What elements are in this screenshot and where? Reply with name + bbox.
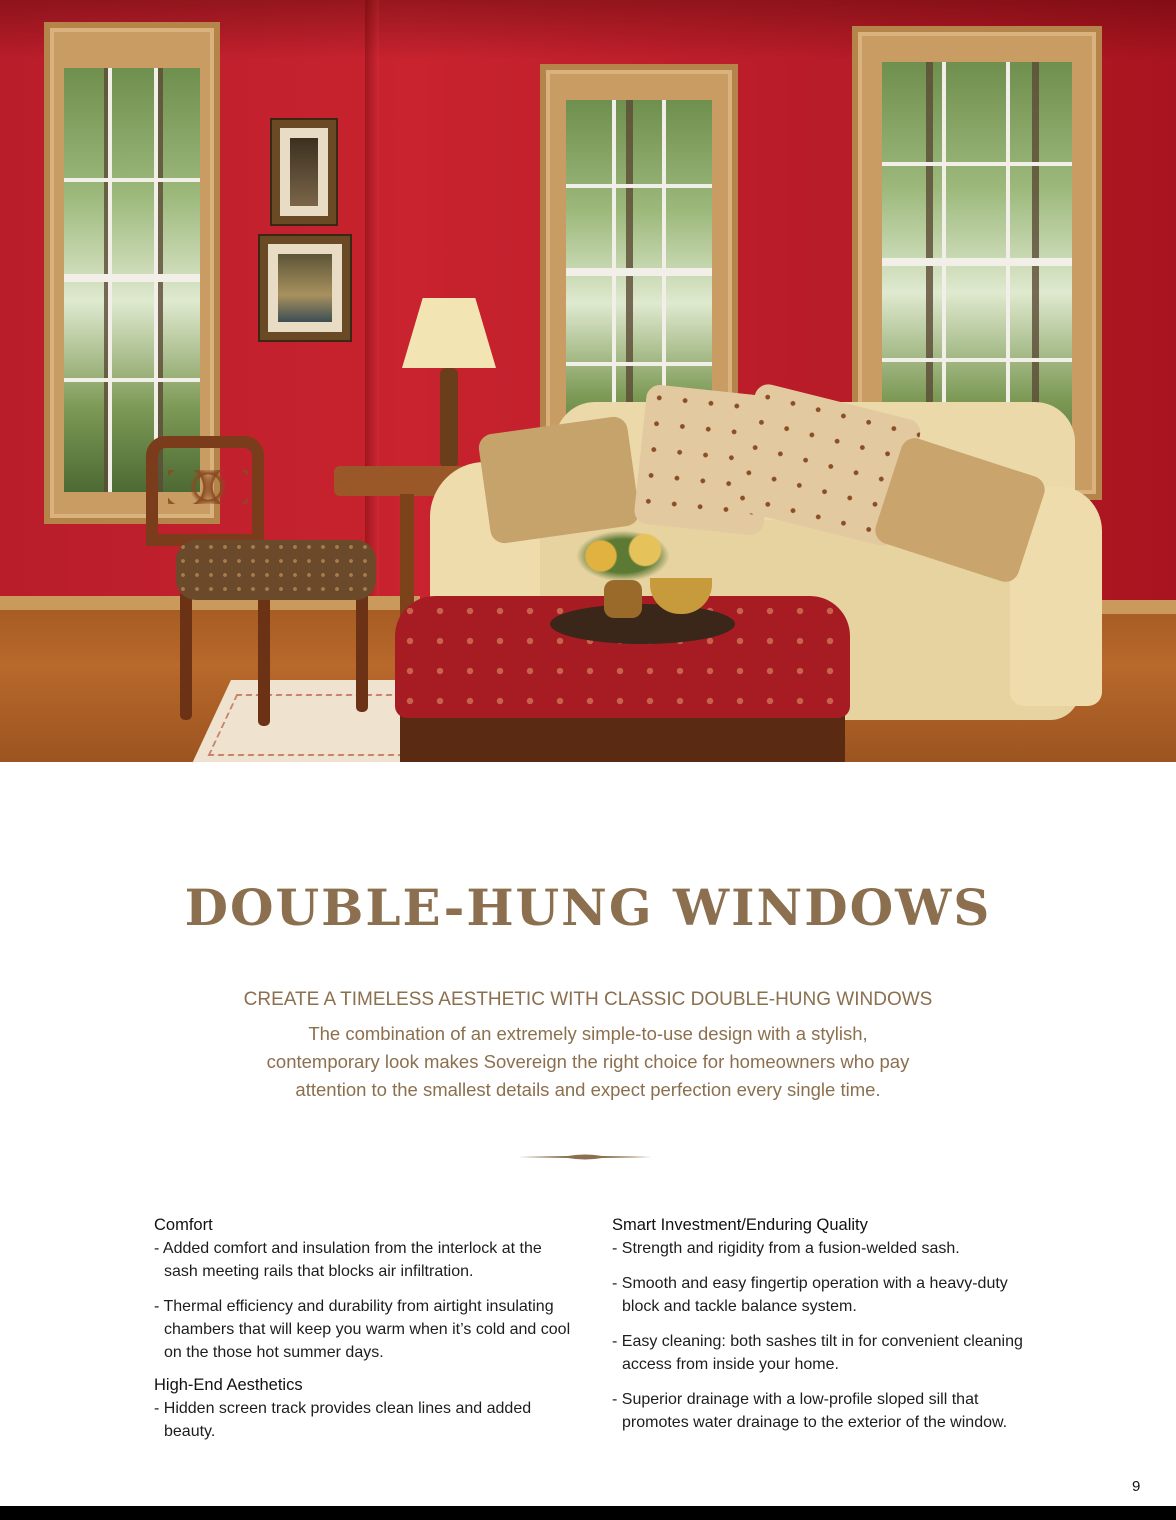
page-title: DOUBLE-HUNG WINDOWS bbox=[184, 878, 992, 937]
intro-line: The combination of an extremely simple-to-use design with a stylish, bbox=[308, 1023, 868, 1044]
intro-paragraph bbox=[200, 1020, 976, 1104]
framed-picture bbox=[272, 120, 336, 224]
page-number: 9 bbox=[1132, 1478, 1141, 1495]
section-heading-high-end-aesthetics: High-End Aesthetics bbox=[154, 1376, 303, 1394]
section-heading-smart-investment: Smart Investment/Enduring Quality bbox=[612, 1216, 868, 1234]
feature-item: - Strength and rigidity from a fusion-welded sash. bbox=[612, 1240, 960, 1257]
bottom-bar bbox=[0, 1506, 1176, 1520]
feature-item: - Added comfort and insulation from the interlock at the sash meeting rails that blocks air infiltration. bbox=[154, 1240, 542, 1280]
chair-leg bbox=[258, 596, 270, 726]
framed-picture bbox=[260, 236, 350, 340]
wall-corner bbox=[365, 0, 379, 610]
chair-rings bbox=[168, 470, 248, 504]
feature-item: - Easy cleaning: both sashes tilt in for convenient cleaning access from inside your home. bbox=[612, 1333, 1023, 1373]
feature-item: - Hidden screen track provides clean lines and added beauty. bbox=[154, 1400, 532, 1440]
tray bbox=[550, 604, 735, 644]
feature-item: - Thermal efficiency and durability from airtight insulating chambers that will keep you warm when it’s cold and cool on the those hot summer days. bbox=[154, 1298, 571, 1361]
page-subtitle: CREATE A TIMELESS AESTHETIC WITH CLASSIC DOUBLE-HUNG WINDOWS bbox=[243, 989, 933, 1010]
intro-line: contemporary look makes Sovereign the right choice for homeowners who pay bbox=[266, 1051, 910, 1072]
chair-seat bbox=[176, 540, 376, 600]
lamp-shade bbox=[402, 298, 496, 368]
feature-item: - Superior drainage with a low-profile sloped sill that promotes water drainage to the exterior of the window. bbox=[612, 1391, 1008, 1431]
lamp-base bbox=[440, 368, 458, 468]
chair-leg bbox=[180, 590, 192, 720]
divider-ornament-icon bbox=[518, 1150, 652, 1164]
flower-bouquet bbox=[568, 526, 678, 586]
section-heading-comfort: Comfort bbox=[154, 1216, 213, 1234]
feature-column-left bbox=[154, 1214, 574, 1455]
vase bbox=[604, 580, 642, 618]
feature-item: - Smooth and easy fingertip operation with a heavy-duty block and tackle balance system. bbox=[612, 1275, 1008, 1315]
chair-leg bbox=[356, 582, 368, 712]
intro-line: attention to the smallest details and expect perfection every single time. bbox=[295, 1079, 881, 1100]
feature-column-right bbox=[612, 1214, 1032, 1446]
